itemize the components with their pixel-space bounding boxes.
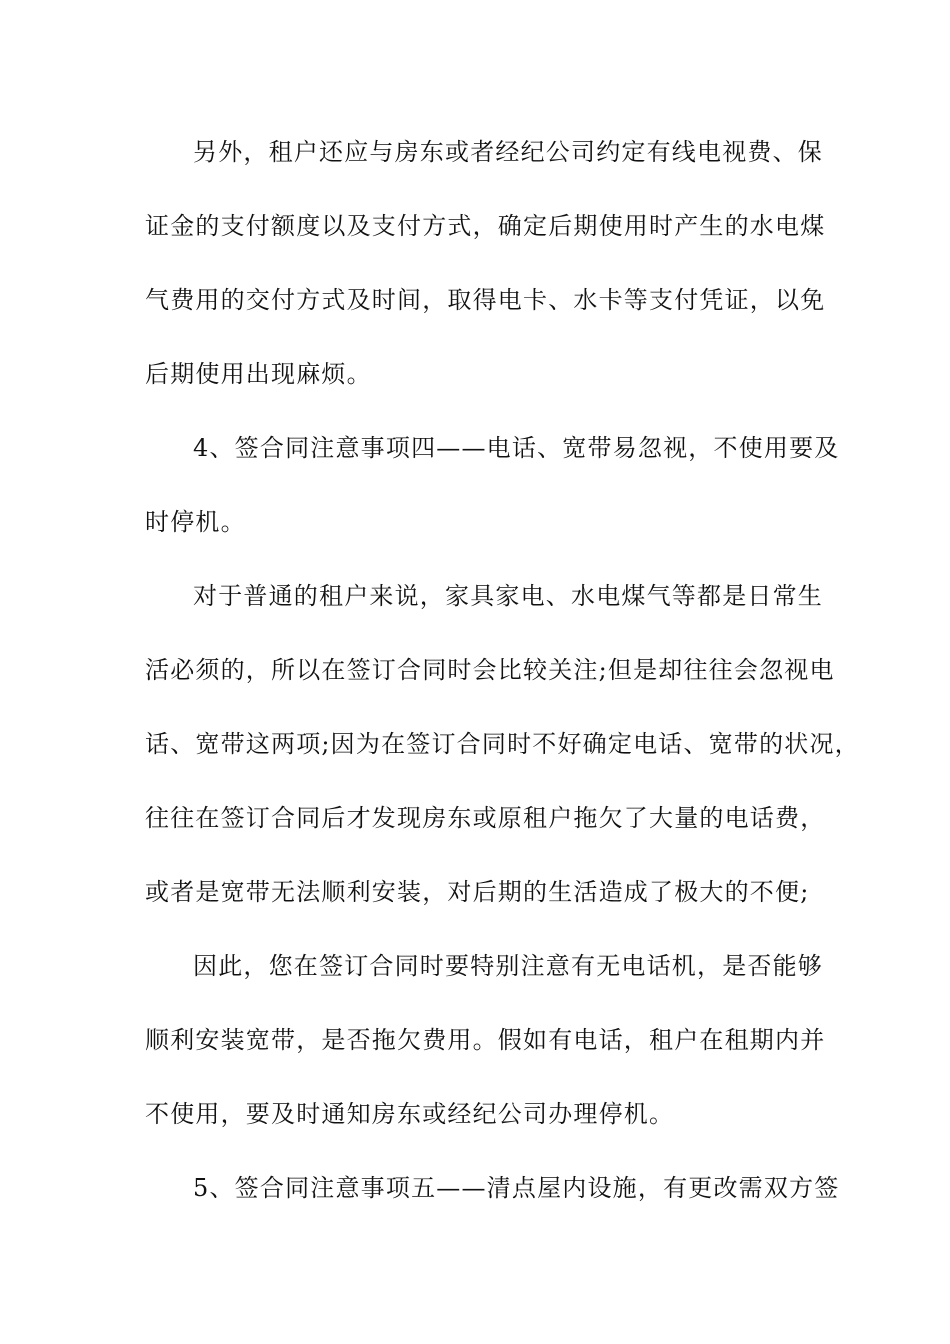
paragraph-line: 因此，您在签订合同时要特别注意有无电话机，是否能够 (193, 952, 823, 980)
paragraph-line: 对于普通的租户来说，家具家电、水电煤气等都是日常生 (193, 582, 823, 610)
section-heading-line: 4、签合同注意事项四——电话、宽带易忽视，不使用要及 (193, 434, 840, 462)
section-heading-line: 5、签合同注意事项五——清点屋内设施，有更改需双方签 (193, 1174, 840, 1202)
body-text (145, 130, 860, 1240)
paragraph-line: 往往在签订合同后才发现房东或原租户拖欠了大量的电话费， (145, 804, 826, 832)
paragraph-line: 或者是宽带无法顺利安装，对后期的生活造成了极大的不便; (145, 878, 810, 906)
paragraph-line: 话、宽带这两项;因为在签订合同时不好确定电话、宽带的状况， (145, 730, 860, 758)
paragraph-line: 后期使用出现麻烦。 (145, 360, 372, 388)
paragraph-line: 另外，租户还应与房东或者经纪公司约定有线电视费、保 (193, 138, 823, 166)
paragraph-line: 不使用，要及时通知房东或经纪公司办理停机。 (145, 1100, 675, 1128)
paragraph-line: 证金的支付额度以及支付方式，确定后期使用时产生的水电煤 (145, 212, 826, 240)
paragraph-line: 顺利安装宽带，是否拖欠费用。假如有电话，租户在租期内并 (145, 1026, 826, 1054)
paragraph-line: 活必须的，所以在签订合同时会比较关注;但是却往往会忽视电 (145, 656, 835, 684)
paragraph-line: 气费用的交付方式及时间，取得电卡、水卡等支付凭证，以免 (145, 286, 826, 314)
section-heading-line: 时停机。 (145, 508, 246, 536)
